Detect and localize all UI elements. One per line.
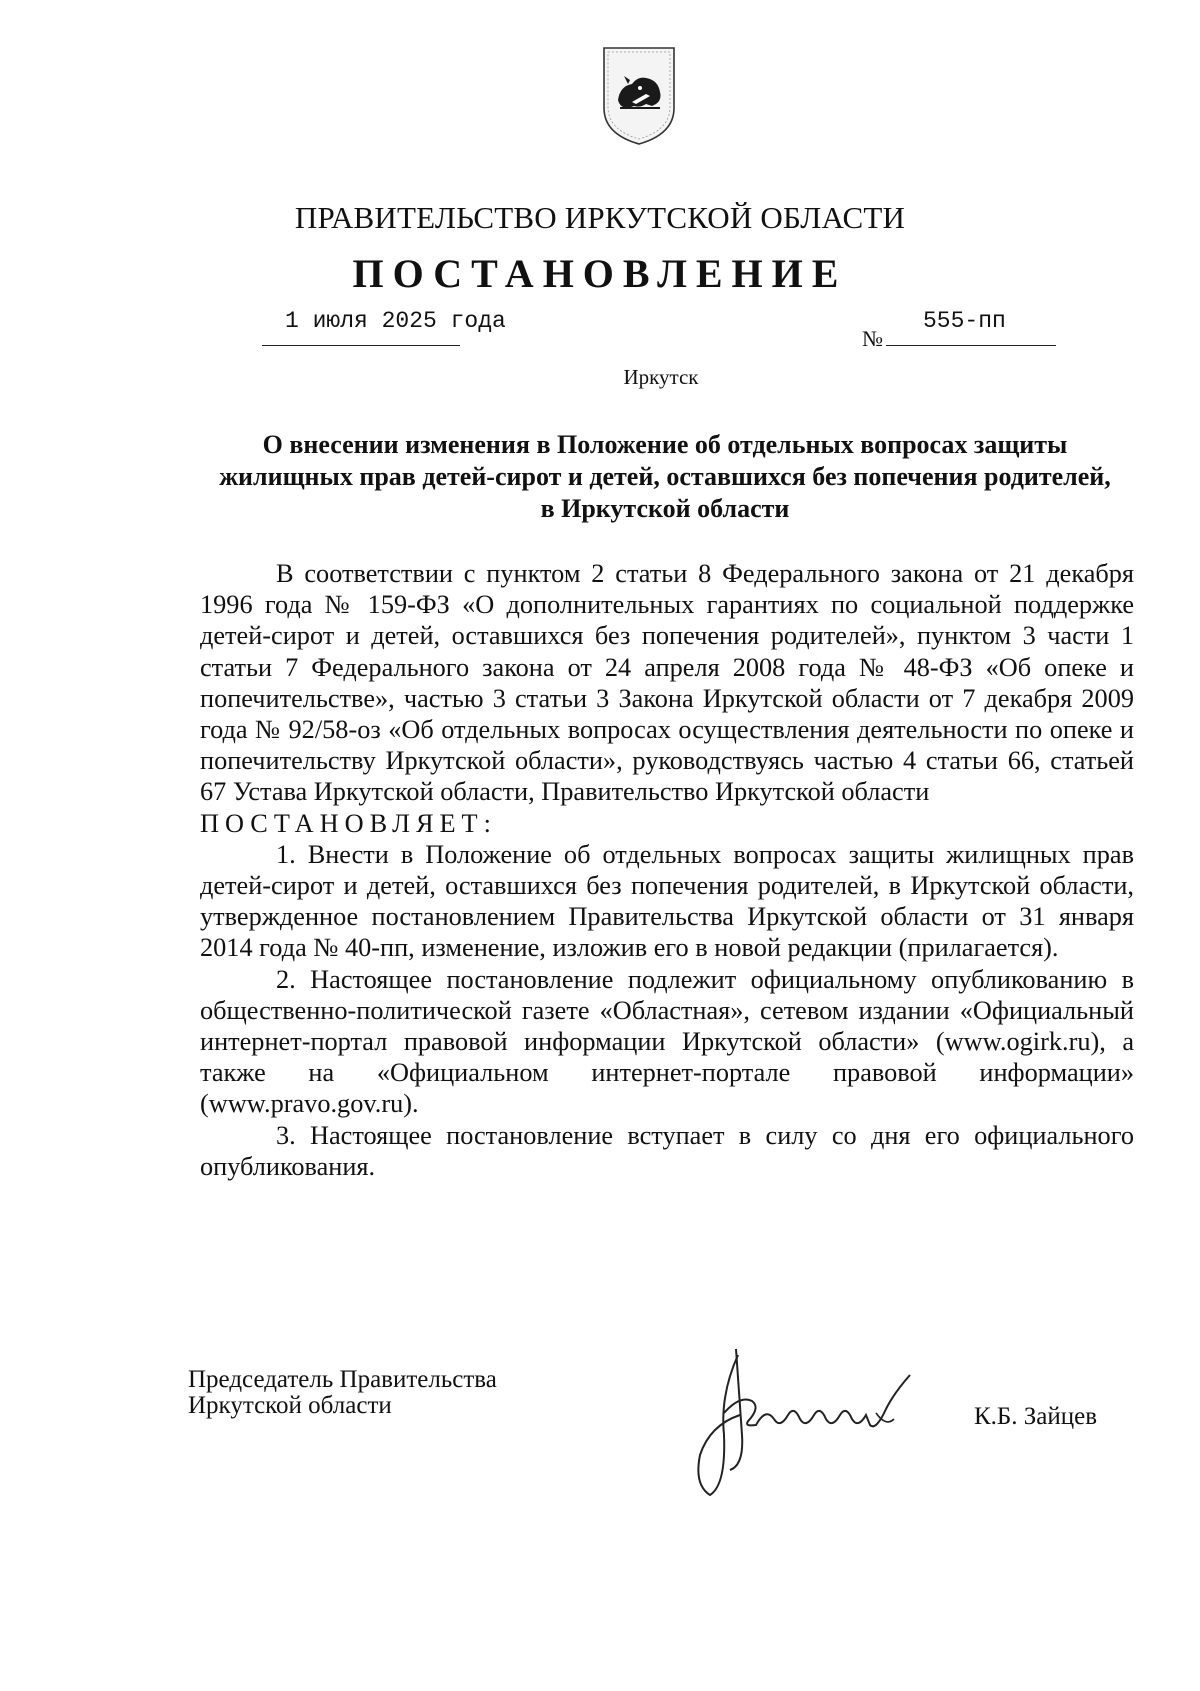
position-line: Иркутской области: [188, 1392, 392, 1419]
document-subject: О внесении изменения в Положение об отдельных вопросах защиты жилищных прав детей-сирот и детей, оставшихся без попечения родителей, в Иркутской области: [219, 430, 1111, 523]
document-body: [200, 558, 1134, 1182]
list-item: 2. Настоящее постановление подлежит официальному опубликованию в общественно-политической газете «Областная», сетевом издании «Официальный интернет-портал правовой информации Иркутской области» (www.ogirk.ru), а также на «Официальном интернет-портале правовой информации» (www.pravo.gov.ru).: [200, 964, 1134, 1119]
number-sign: №: [862, 326, 883, 351]
document-type: ПОСТАНОВЛЕНИЕ: [352, 251, 848, 296]
document-date: 1 июля 2025 года: [285, 308, 506, 334]
document-number: 555-пп: [923, 308, 1006, 334]
handwritten-signature-icon: [680, 1335, 960, 1505]
decree-word: ПОСТАНОВЛЯЕТ:: [200, 808, 497, 838]
signatory-position: [188, 1367, 497, 1419]
list-item: 3. Настоящее постановление вступает в силу со дня его официального опубликования.: [200, 1120, 1134, 1181]
coat-of-arms-emblem: [598, 42, 680, 146]
org-title: ПРАВИТЕЛЬСТВО ИРКУТСКОЙ ОБЛАСТИ: [294, 200, 906, 235]
number-underline: [886, 345, 1056, 346]
list-item: 1. Внести в Положение об отдельных вопросах защиты жилищных прав детей-сирот и детей, оставшихся без попечения родителей, в Иркутской области, утвержденное постановлением Правительства Иркутской области от 31 января 2014 года № 40-пп, изменение, изложив его в новой редакции (прилагается).: [200, 839, 1134, 963]
city: Иркутск: [623, 365, 699, 389]
position-line: Председатель Правительства: [188, 1366, 497, 1393]
date-underline: [262, 345, 460, 346]
signatory-name: К.Б. Зайцев: [974, 1403, 1098, 1430]
preamble: В соответствии с пунктом 2 статьи 8 Федерального закона от 21 декабря 1996 года № 159-ФЗ «О дополнительных гарантиях по социальной поддержке детей-сирот и детей, оставшихся без попечения родителей», пунктом 3 части 1 статьи 7 Федерального закона от 24 апреля 2008 года № 48-ФЗ «Об опеке и попечительстве», частью 3 статьи 3 Закона Иркутской области от 7 декабря 2009 года № 92/58-оз «Об отдельных вопросах осуществления деятельности по опеке и попечительству Иркутской области», руководствуясь частью 4 статьи 66, статьей 67 Устава Иркутской области, Правительство Иркутской области: [200, 559, 1134, 807]
